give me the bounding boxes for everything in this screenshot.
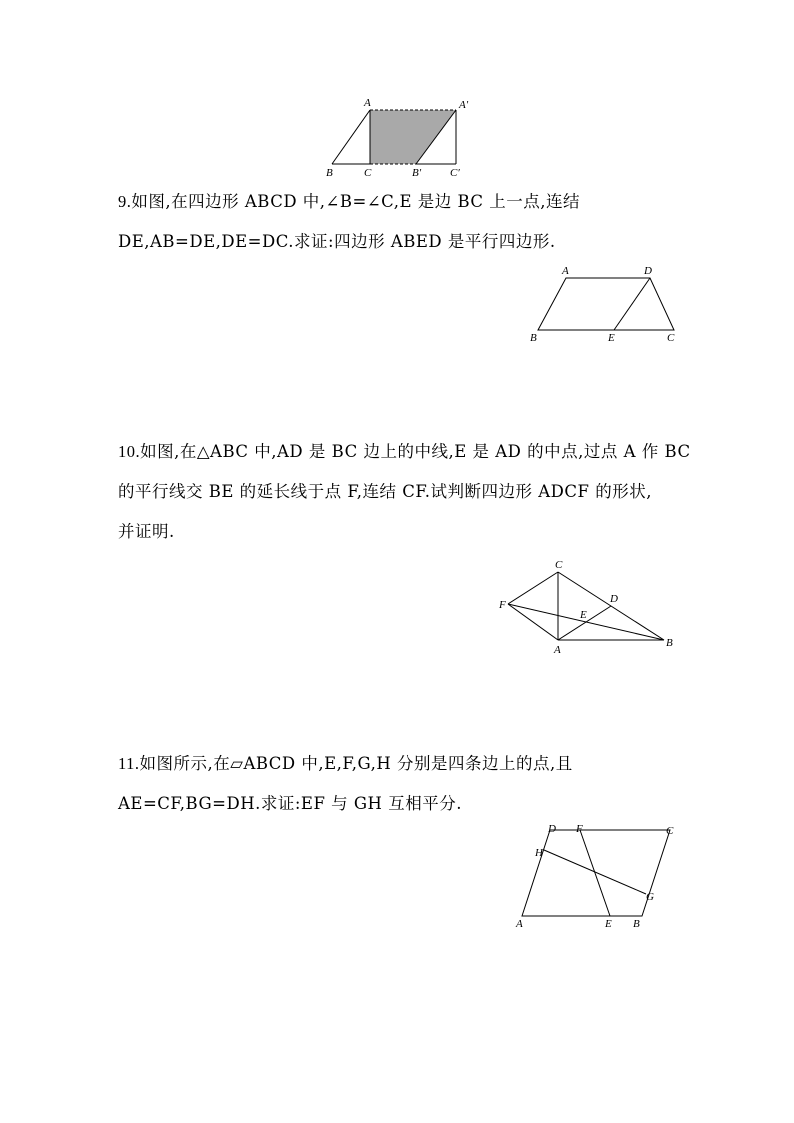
label-e: E	[608, 332, 615, 344]
problem-9-number: 9.	[118, 192, 132, 211]
problem-9-line-1: 如图,在四边形 ABCD 中,∠B=∠C,E 是边 BC 上一点,连结	[131, 192, 581, 211]
label-b: B	[666, 637, 673, 649]
label-b: B	[326, 167, 333, 179]
label-b: B	[530, 332, 537, 344]
label-a-prime: A′	[459, 99, 469, 111]
figure-problem-11	[508, 820, 688, 932]
label-a: A	[516, 918, 523, 930]
problem-10-number: 10.	[118, 442, 141, 461]
shaded-region	[370, 110, 456, 164]
label-c: C	[667, 332, 675, 344]
figure-top-translation	[320, 94, 480, 180]
label-e: E	[605, 918, 612, 930]
label-d: D	[548, 823, 556, 835]
label-h: H	[535, 847, 543, 859]
problem-11	[118, 744, 678, 824]
label-a: A	[554, 644, 561, 656]
label-c: C	[364, 167, 372, 179]
label-f: F	[576, 823, 583, 835]
figure-problem-9	[524, 262, 684, 346]
figure-problem-10	[494, 556, 684, 656]
label-c: C	[666, 825, 674, 837]
label-c-prime: C′	[450, 167, 460, 179]
problem-10-line-1: 如图,在△ABC 中,AD 是 BC 边上的中线,E 是 AD 的中点,过点 A 作 BC	[140, 442, 691, 461]
label-d: D	[610, 593, 618, 605]
label-a: A	[562, 265, 569, 277]
label-e: E	[580, 609, 587, 621]
label-a: A	[364, 97, 371, 109]
label-b: B	[633, 918, 640, 930]
problem-11-line-2: AE=CF,BG=DH.求证:EF 与 GH 互相平分.	[118, 794, 462, 813]
problem-11-number: 11.	[118, 754, 140, 773]
label-c: C	[555, 559, 563, 571]
label-f: F	[499, 599, 506, 611]
label-b-prime: B′	[412, 167, 422, 179]
problem-9-line-2: DE,AB=DE,DE=DC.求证:四边形 ABED 是平行四边形.	[118, 232, 556, 251]
problem-10	[118, 432, 691, 552]
problem-11-line-1: 如图所示,在▱ABCD 中,E,F,G,H 分别是四条边上的点,且	[139, 754, 573, 773]
label-d: D	[644, 265, 652, 277]
label-g: G	[646, 891, 654, 903]
problem-10-line-2: 的平行线交 BE 的延长线于点 F,连结 CF.试判断四边形 ADCF 的形状,	[118, 482, 652, 501]
problem-9	[118, 182, 678, 262]
problem-10-line-3: 并证明.	[118, 522, 175, 541]
